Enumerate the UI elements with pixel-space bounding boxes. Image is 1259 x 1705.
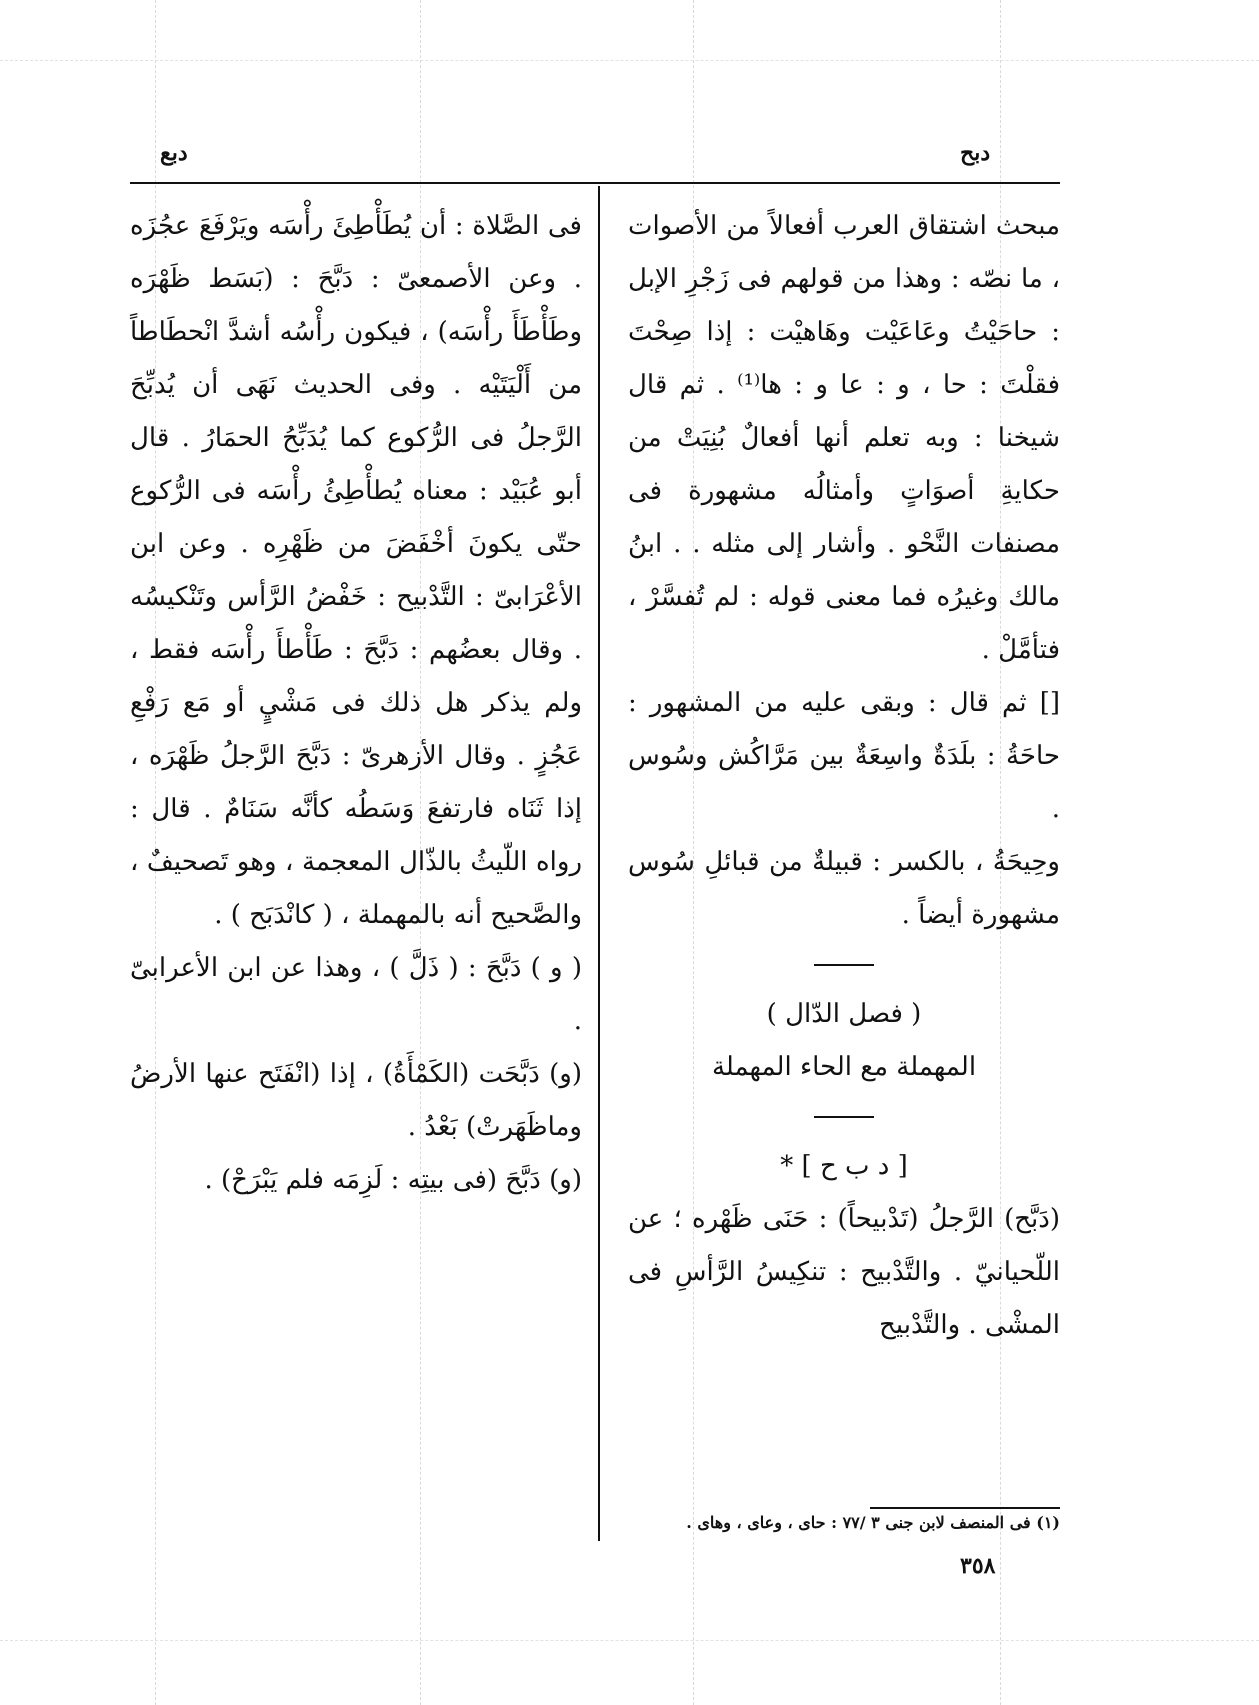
page-number: ٣٥٨ [960,1553,996,1579]
left-paragraph: (و) دَبَّحَ (فى بيتِه : لَزِمَه فلم يَبْرَحْ) . [204,1165,582,1195]
scan-guide-line [0,1640,1259,1641]
running-head-right: دبح [960,140,991,166]
header-rule [130,182,1060,184]
footnote-rule [870,1507,1060,1509]
scan-guide-line [0,60,1259,61]
section-title: ( فصل الدّال ) [766,999,922,1029]
footnote: (١) فى المنصف لابن جنى ٣ /٧٧ : حاى ، وعاى ، وهاى . [686,1513,1060,1532]
section-divider [814,964,874,966]
right-paragraph: وحِيحَةُ ، بالكسر : قبيلةٌ من قبائلِ سُوس مشهورة أيضاً . [628,847,1060,930]
left-paragraph: ( و ) دَبَّحَ : ( ذَلَّ ) ، وهذا عن ابن الأعرابىّ . [130,953,582,1036]
left-paragraph: فى الصَّلاة : أن يُطَأْطِئَ رأْسَه ويَرْفَعَ عجُزَه . وعن الأصمعىّ : دَبَّحَ : (بَسَط ظَهْرَه وطَأْطَأَ رأْسَه) ، فيكون رأْسُه أشدَّ انْحطَاطاً من أَلْيَتَيْه . وفى الحديث نَهَى أن يُدبِّحَ الرَّجلُ فى الرُّكوع كما يُدَبِّحُ الحمَارُ . قال أبو عُبَيْد : معناه يُطأْطِئُ رأْسَه فى الرُّكوع حتّى يكونَ أخْفَضَ من ظَهْرِه . وعن ابن الأعْرَابىّ : التَّدْبيح : خَفْضُ الرَّأس وتَنْكيسُه . وقال بعضُهم : دَبَّحَ : طَأْطأَ رأْسَه فقط ، ولم يذكر هل ذلك فى مَشْيٍ أو مَع رَفْعِ عَجُزٍ . وقال الأزهرىّ : دَبَّحَ الرَّجلُ ظَهْرَه ، إذا ثَنَاه فارتفعَ وَسَطُه كأنَّه سَنَامٌ . قال : رواه اللّيثُ بالذّال المعجمة ، وهو تَصحيفٌ ، والصَّحيح أنه بالمهملة ، ( كانْدَبَح ) . [130,211,582,930]
left-column [130,200,582,1207]
section-subtitle: المهملة مع الحاء المهملة [711,1052,977,1082]
running-head-left: دبع [160,140,188,166]
right-paragraph: مبحث اشتقاق العرب أفعالاً من الأصوات ، ما نصّه : وهذا من قولهم فى زَجْرِ الإبل : حاحَيْتُ وعَاعَيْت وهَاهيْت : إذا صِحْتَ فقلْتَ : حا ، و : عا و : ها⁽¹⁾ . ثم قال شيخنا : وبه تعلم أنها أفعالٌ بُنِيَتْ من حكايةِ أصوَاتٍ وأمثالُه مشهورة فى مصنفات النَّحْو . وأشار إلى مثله . . ابنُ مالك وغيرُه فما معنى قوله : لم تُفسَّرْ ، فتأمَّلْ . [628,211,1060,665]
root-heading: [ د ب ح ] * [780,1151,908,1181]
column-divider [598,186,600,1541]
right-paragraph: [] ثم قال : وبقى عليه من المشهور : حاحَةُ : بلَدَةٌ واسِعَةٌ بين مَرَّاكُش وسُوس . [628,688,1060,824]
right-column [628,200,1060,1352]
entry-paragraph: (دَبَّح) الرَّجلُ (تَدْبيحاً) : حَنَى ظَهْره ؛ عن اللّحيانيّ . والتَّدْبيح : تنكِيسُ الرَّأسِ فى المشْى . والتَّدْبيح [628,1204,1060,1340]
section-divider [814,1116,874,1118]
left-paragraph: (و) دَبَّحَت (الكَمْأَةُ) ، إذا (انْفَتَح عنها الأرضُ وماظَهَرتْ) بَعْدُ . [130,1059,582,1142]
